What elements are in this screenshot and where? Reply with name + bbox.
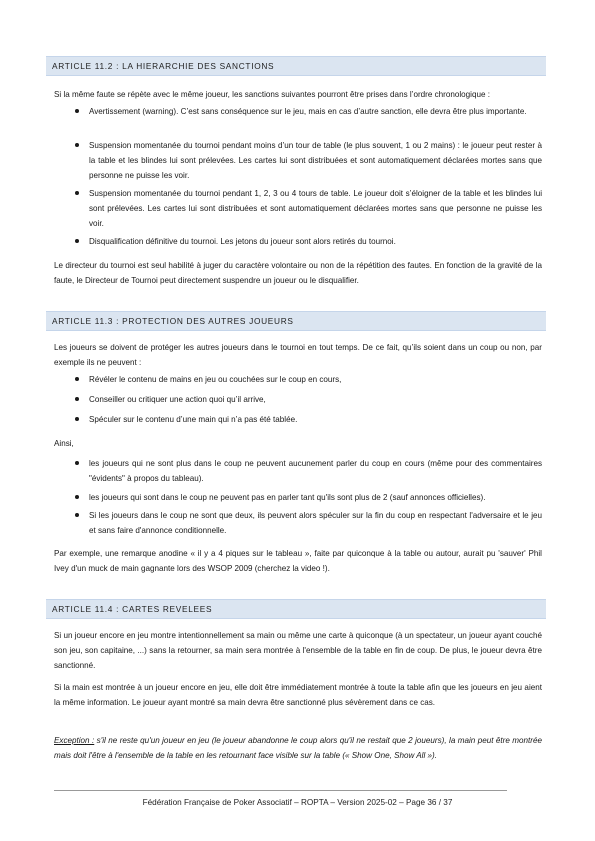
section-11-3-intro: Les joueurs se doivent de protéger les autres joueurs dans le tournoi en tout temps. De ce fait, qu’ils soient dans un coup ou non, par exemple ils ne peuvent : — [54, 343, 542, 367]
bullet-icon — [75, 397, 79, 401]
section-11-4-para2: Si la main est montrée à un joueur encore en jeu, elle doit être immédiatement montrée à toute la table afin que les joueurs en jeu aient la même information. Le joueur ayant montré sa main devra être sanctionné plus sévèrement dans ce cas. — [54, 683, 542, 707]
bullet-icon — [75, 143, 79, 147]
footer-divider — [54, 790, 507, 791]
bullet-icon — [75, 191, 79, 195]
bullet-icon — [75, 417, 79, 421]
bullet-icon — [75, 513, 79, 517]
bullet-icon — [75, 109, 79, 113]
exception-paragraph — [54, 733, 542, 763]
section-header-11-3: ARTICLE 11.3 : PROTECTION DES AUTRES JOUEURS — [46, 311, 546, 331]
exception-text: s'il ne reste qu'un joueur en jeu (le joueur abandonne le coup alors qu'il ne restait que 2 joueurs), la main peut être montrée mais doit l'être à l'ensemble de la table en les retournant face visible sur la table (« Show One, Show All »). — [54, 736, 542, 760]
bullet-icon — [75, 377, 79, 381]
exception-label: Exception : — [54, 736, 95, 745]
ainsi-text: Ainsi, — [54, 439, 74, 448]
section-11-2-outro: Le directeur du tournoi est seul habilité à juger du caractère volontaire ou non de la répétition des fautes. En fonction de la gravité de la faute, le Directeur de Tournoi peut directement suspendre un joueur ou le disqualifier. — [54, 261, 542, 285]
section-11-4-para1: Si un joueur encore en jeu montre intentionnellement sa main ou même une carte à quiconque (à un spectateur, un joueur ayant couché son jeu, son capitaine, ...) sans la retourner, sa main sera montrée à l'ensemble de la table en fin de coup. De plus, le joueur devra être sanctionné. — [54, 631, 542, 670]
section-header-11-2: ARTICLE 11.2 : LA HIERARCHIE DES SANCTIONS — [46, 56, 546, 76]
document-page: ARTICLE 11.2 : LA HIERARCHIE DES SANCTIONS Si la même faute se répète avec le même joueur, les sanctions suivantes pourront être prises dans l’ordre chronologique : Avertissement (warning). C’est sans conséquence sur le jeu, mais en cas d’autre sanction, elle devra être plus importante. Suspension momentanée du tournoi pendant moins d’un tour de table (le plus souvent, 1 ou 2 mains) : le joueur peut rester à la table et les blindes lui sont prélevées. Les cartes lui sont distribuées et sont automatiquement déclarées mortes sans que personne ne puisse les voir. Suspension momentanée du tournoi pendant 1, 2, 3 ou 4 tours de table. Le joueur doit s’éloigner de la table et les blindes lui sont prélevées. Les cartes lui sont distribuées et sont automatiquement déclarées mortes sans que personne ne puisse les voir. Disqualification définitive du tournoi. Les jetons du joueur sont alors retirés du tournoi. Le directeur du tournoi est seul habilité à juger du caractère volontaire ou non de la répétition des fautes. En fonction de la gravité de la faute, le Directeur de Tournoi peut directement suspendre un joueur ou le disqualifier. ARTICLE 11.3 : PROTECTION DES AUTRES JOUEURS Les joueurs se doivent de protéger les autres joueurs dans le tournoi en tout temps. De ce fait, qu’ils soient dans un coup ou non, par exemple ils ne peuvent : Révéler le contenu de mains en jeu ou couchées sur le coup en cours, Conseiller ou critiquer une action quoi qu’il arrive, Spéculer sur le contenu d’une main qui n’a pas été tablée. Ainsi, les joueurs qui ne sont plus dans le coup ne peuvent aucunement parler du coup en cours (même pour des commentaires "évidents" à propos du tableau). les joueurs qui sont dans le coup ne peuvent pas en parler tant qu'ils sont plus de 2 (sauf annonces officielles). Si les joueurs dans le coup ne sont que deux, ils peuvent alors spéculer sur la fin du coup en respectant l'adversaire et le jeu et sans faire d'annonce conditionnelle. Par exemple, une remarque anodine « il y a 4 piques sur le tableau », faite par quiconque à la table ou autour, aurait pu 'sauver' Phil Ivey d'un muck de main gagnante lors des WSOP 2009 (cherchez la video !). ARTICLE 11.4 : CARTES REVELEES Si un joueur encore en jeu montre intentionnellement sa main ou même une carte à quiconque (à un spectateur, un joueur ayant couché son jeu, son capitaine, ...) sans la retourner, sa main sera montrée à l'ensemble de la table en fin de coup. De plus, le joueur devra être sanctionné. Si la main est montrée à un joueur encore en jeu, elle doit être immédiatement montrée à toute la table afin que les joueurs en jeu aient la même information. Le joueur ayant montré sa main devra être sanctionné plus sévèrement dans ce cas. Exception : s'il ne reste qu'un joueur en jeu (le joueur abandonne le coup alors qu'il ne restait que 2 joueurs), la main peut être montrée mais doit l'être à l'ensemble de la table en les retournant face visible sur la table (« Show One, Show All »). Fédération Française de Poker Associatif – ROPTA – Version 2025-02 – Page 36 / 37 — [0, 0, 595, 841]
bullet-icon — [75, 239, 79, 243]
bullet-icon — [75, 461, 79, 465]
section-header-11-4: ARTICLE 11.4 : CARTES REVELEES — [46, 599, 546, 619]
section-11-3-outro: Par exemple, une remarque anodine « il y a 4 piques sur le tableau », faite par quiconque à la table ou autour, aurait pu 'sauver' Phil Ivey d'un muck de main gagnante lors des WSOP 2009 (cherchez la video !). — [54, 549, 542, 573]
page-footer: Fédération Française de Poker Associatif – ROPTA – Version 2025-02 – Page 36 / 37 — [142, 798, 453, 807]
section-11-2-intro: Si la même faute se répète avec le même joueur, les sanctions suivantes pourront être prises dans l’ordre chronologique : — [54, 90, 490, 99]
bullet-icon — [75, 495, 79, 499]
